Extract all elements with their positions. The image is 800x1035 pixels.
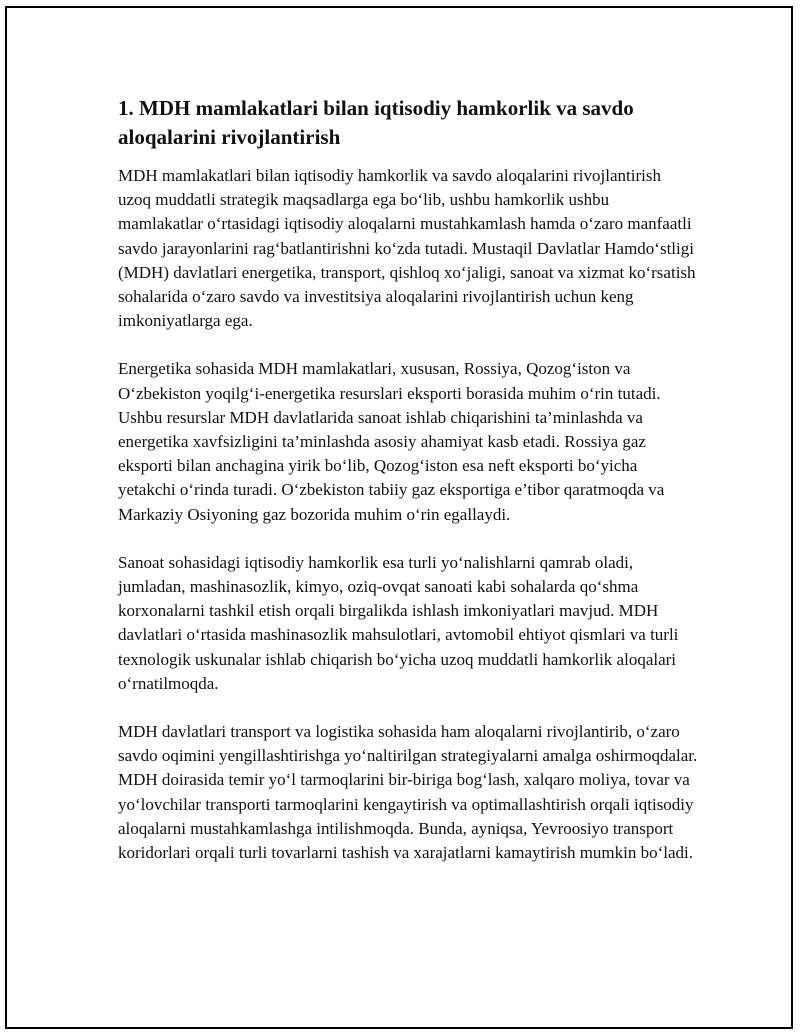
paragraph-intro: MDH mamlakatlari bilan iqtisodiy hamkorlik va savdo aloqalarini rivojlantirish uzoq muddatli strategik maqsadlarga ega bo‘lib, ushbu hamkorlik ushbu mamlakatlar o‘rtasidagi iqtisodiy aloqalarni mustahkamlash hamda o‘zaro manfaatli savdo jarayonlarini rag‘batlantirishni ko‘zda tutadi. Mustaqil Davlatlar Hamdo‘stligi (MDH) davlatlari energetika, transport, qishloq xo‘jaligi, sanoat va xizmat ko‘rsatish sohalarida o‘zaro savdo va investitsiya aloqalarini rivojlantirish uchun keng imkoniyatlarga ega. — [118, 166, 696, 331]
section-heading: 1. MDH mamlakatlari bilan iqtisodiy hamkorlik va savdo aloqalarini rivojlantirish — [118, 96, 634, 149]
paragraph-transport: MDH davlatlari transport va logistika sohasida ham aloqalarni rivojlantirib, o‘zaro savdo oqimini yengillashtirishga yo‘naltirilgan strategiyalarni amalga oshirmoqdalar. MDH doirasida temir yo‘l tarmoqlarini bir-biriga bog‘lash, xalqaro moliya, tovar va yo‘lovchilar transporti tarmoqlarini kengaytirish va optimallashtirish orqali iqtisodiy aloqalarni mustahkamlashga intilishmoqda. Bunda, ayniqsa, Yevroosiyo transport koridorlari orqali turli tovarlarni tashish va xarajatlarni kamaytirish mumkin bo‘ladi. — [118, 722, 698, 863]
document-body — [118, 94, 698, 889]
paragraph-energy: Energetika sohasida MDH mamlakatlari, xususan, Rossiya, Qozog‘iston va O‘zbekiston yoqilg‘i-energetika resurslari eksporti borasida muhim o‘rin tutadi. Ushbu resurslar MDH davlatlarida sanoat ishlab chiqarishini ta’minlashda va energetika xavfsizligini ta’minlashda asosiy ahamiyat kasb etadi. Rossiya gaz eksporti bilan anchagina yirik bo‘lib, Qozog‘iston esa neft eksporti bo‘yicha yetakchi o‘rinda turadi. O‘zbekiston tabiiy gaz eksportiga e’tibor qaratmoqda va Markaziy Osiyoning gaz bozorida muhim o‘rin egallaydi. — [118, 359, 665, 524]
paragraph-industry: Sanoat sohasidagi iqtisodiy hamkorlik esa turli yo‘nalishlarni qamrab oladi, jumladan, mashinasozlik, kimyo, oziq-ovqat sanoati kabi sohalarda qo‘shma korxonalarni tashkil etish orqali birgalikda ishlash imkoniyatlari mavjud. MDH davlatlari o‘rtasida mashinasozlik mahsulotlari, avtomobil ehtiyot qismlari va turli texnologik uskunalar ishlab chiqarish bo‘yicha uzoq muddatli hamkorlik aloqalari o‘rnatilmoqda. — [118, 552, 679, 693]
